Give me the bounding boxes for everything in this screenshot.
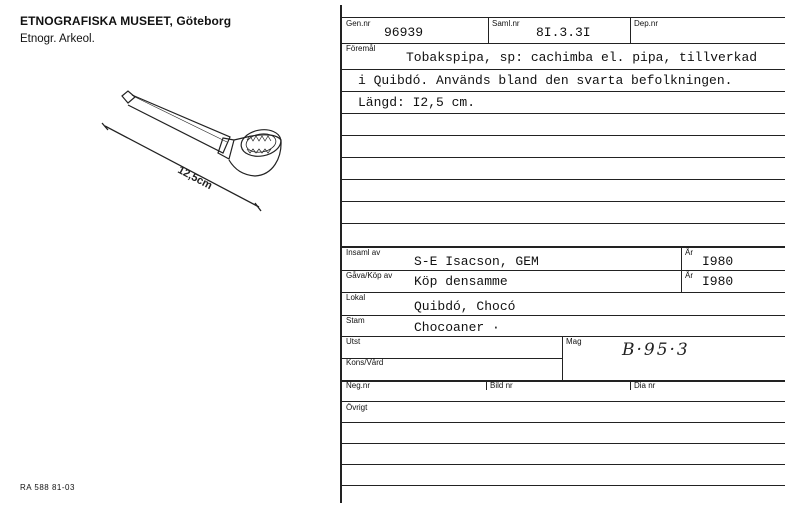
dep-nr-label: Dep.nr — [634, 19, 659, 28]
form-code: RA 588 81-03 — [20, 483, 75, 492]
lokal-label: Lokal — [346, 293, 366, 302]
gava-year-label: År — [685, 271, 693, 280]
insaml-year-value: I980 — [702, 254, 734, 269]
insaml-av-value: S-E Isacson, GEM — [414, 254, 539, 269]
museum-title: ETNOGRAFISKA MUSEET, Göteborg — [20, 14, 232, 28]
card-top-border — [340, 17, 785, 18]
pipe-drawing — [95, 80, 295, 215]
pipe-band — [218, 138, 234, 159]
department-label: Etnogr. Arkeol. — [20, 33, 95, 45]
stam-label: Stam — [346, 316, 365, 325]
gava-kop-value: Köp densamme — [414, 274, 508, 289]
pipe-mouthpiece — [122, 91, 135, 103]
saml-nr-label: Saml.nr — [492, 19, 520, 28]
gen-nr-label: Gen.nr — [346, 19, 371, 28]
insaml-year-label: År — [685, 248, 693, 257]
gen-nr-value: 96939 — [384, 25, 424, 40]
card-left-border — [340, 5, 342, 503]
pipe-bowl — [229, 135, 281, 176]
utst-label: Utst — [346, 337, 361, 346]
foremal-label: Föremål — [346, 44, 376, 53]
dia-nr-label: Dia nr — [634, 381, 656, 390]
saml-nr-value: 8I.3.3I — [536, 25, 591, 40]
measure-label: 12,5cm — [175, 164, 215, 193]
mag-value: B·95·3 — [622, 340, 690, 360]
pipe-bowl-rim — [239, 127, 283, 160]
gava-kop-label: Gåva/Köp av — [346, 271, 393, 280]
foremal-line-1: Tobakspipa, sp: cachimba el. pipa, tillverkad — [406, 50, 758, 65]
stam-value: Chocoaner · — [414, 320, 500, 335]
bild-nr-label: Bild nr — [490, 381, 513, 390]
foremal-line-2: i Quibdó. Används bland den svarta befolkningen. — [358, 73, 733, 88]
gava-year-value: I980 — [702, 274, 734, 289]
ovrigt-label: Övrigt — [346, 403, 368, 412]
foremal-line-3: Längd: I2,5 cm. — [358, 95, 476, 110]
neg-nr-label: Neg.nr — [346, 381, 371, 390]
kons-vard-label: Kons/Vård — [346, 358, 384, 367]
insaml-av-label: Insaml av — [346, 248, 381, 257]
pipe-stem — [128, 95, 230, 153]
lokal-value: Quibdó, Chocó — [414, 299, 516, 314]
mag-label: Mag — [566, 337, 582, 346]
